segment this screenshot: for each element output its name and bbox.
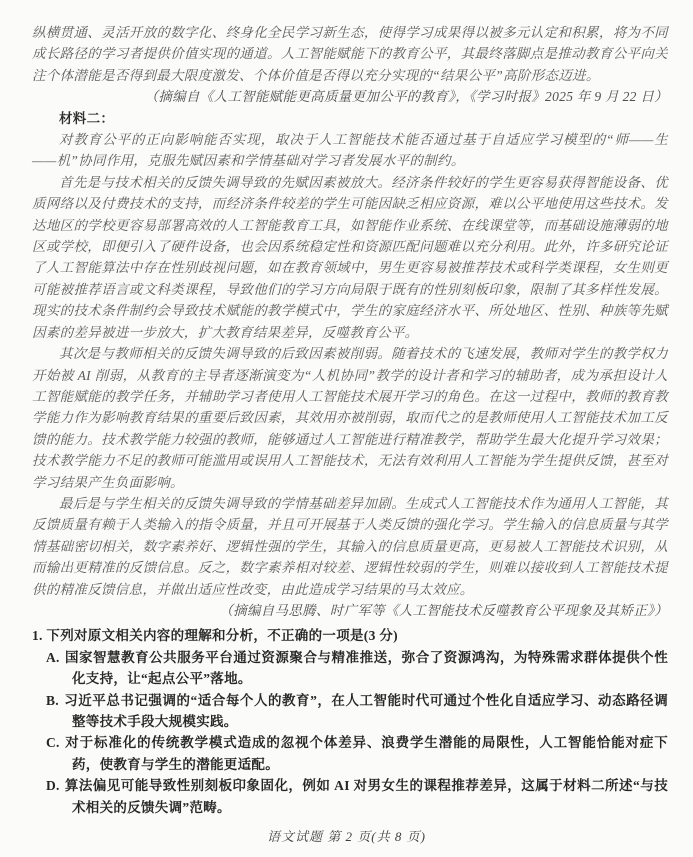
option-label: B. [46, 692, 59, 708]
option-text: 对于标准化的传统教学模式造成的忽视个体差异、浪费学生潜能的局限性，人工智能恰能对症下药，使教育与学生的潜能更适配。 [64, 735, 668, 772]
material-one-citation: （摘编自《人工智能赋能更高质量更加公平的教育》，《学习时报》2025 年 9 月 22 日） [144, 89, 668, 105]
option-text: 习近平总书记强调的“适合每个人的教育”，在人工智能时代可通过个性化自适应学习、动态路径调整等技术手段大规模实践。 [63, 692, 668, 729]
option-label: D. [46, 778, 60, 794]
option-text: 算法偏见可能导致性别刻板印象固化，例如 AI 对男女生的课程推荐差异，这属于材料二所述“与技术相关的反馈失调”范畴。 [64, 778, 668, 815]
question-1 [32, 625, 668, 818]
question-option-a [46, 647, 668, 690]
material-two-paragraph: 对教育公平的正向影响能否实现，取决于人工智能技术能否通过基于自适应学习模型的“师——生——机”协同作用，克服先赋因素和学情基础对学习者发展水平的制约。 [32, 132, 668, 169]
option-label: A. [46, 649, 60, 665]
material-two-paragraph: 其次是与教师相关的反馈失调导致的后致因素被削弱。随着技术的飞速发展，教师对学生的教学权力开始被 AI 削弱，从教育的主导者逐渐演变为“人机协同”教学的设计者和学习的辅助者，成为承担设计人工智能赋能的教学任务，并辅助学习者使用人工智能技术展开学习的角色。在这一过程中，教师的教育教学能力作为影响教育结果的重要后致因素，其效用亦被削弱，取而代之的是教师使用人工智能技术加工反馈的能力。技术教学能力较强的教师，能够通过人工智能进行精准教学，帮助学生最大化提升学习效果；技术教学能力不足的教师可能滥用或误用人工智能技术，无法有效利用人工智能为学生提供反馈，甚至对学习结果产生负面影响。 [32, 346, 668, 490]
question-option-b [46, 690, 668, 733]
material-two-citation: （摘编自马思腾、时广军等《人工智能技术反噬教育公平现象及其矫正》） [219, 602, 668, 618]
question-option-d [46, 775, 668, 818]
page-text-column [32, 22, 668, 818]
option-label: C. [46, 735, 60, 751]
material-one-continuation: 纵横贯通、灵活开放的数字化、终身化全民学习新生态，使得学习成果得以被多元认定和积累，将为不同成长路径的学习者提供价值实现的通道。人工智能赋能下的教育公平，其最终落脚点是推动教育公平向关注个体潜能是否得到最大限度激发、个体价值是否得以充分实现的“结果公平”高阶形态迈进。 [32, 25, 668, 83]
option-text: 国家智慧教育公共服务平台通过资源聚合与精准推送，弥合了资源鸿沟，为特殊需求群体提供个性化支持，让“起点公平”落地。 [64, 649, 668, 687]
material-two-paragraph: 最后是与学生相关的反馈失调导致的学情基础差异加剧。生成式人工智能技术作为通用人工智能，其反馈质量有赖于人类输入的指令质量，并且可开展基于人类反馈的强化学习。学生输入的信息质量与其学情基础密切相关，数字素养好、逻辑性强的学生，其输入的信息质量更高，更易被人工智能技术识别，从而输出更精准的反馈信息。反之，数字素养相对较差、逻辑性较弱的学生，则难以接收到人工智能技术提供的精准反馈信息，并做出适应性改变，由此造成学习结果的马太效应。 [32, 495, 668, 597]
material-two-heading: 材料二： [59, 110, 115, 126]
page-footer: 语文试题 第 2 页(共 8 页) [267, 829, 426, 844]
question-stem: 1. 下列对原文相关内容的理解和分析，不正确的一项是(3 分) [32, 628, 398, 644]
question-option-c [46, 732, 668, 775]
material-two-paragraph: 首先是与技术相关的反馈失调导致的先赋因素被放大。经济条件较好的学生更容易获得智能设备、优质网络以及付费技术的支持，而经济条件较差的学生可能因缺乏相应资源，难以公平地使用这些技术。发达地区的学校更容易部署高效的人工智能教育工具，如智能作业系统、在线课堂等，而基础设施薄弱的地区或学校，即便引入了硬件设备，也会因系统稳定性和资源匹配问题难以充分利用。此外，许多研究论证了人工智能算法中存在性别歧视问题，如在教育领域中，男生更容易被推荐技术或科学类课程，女生则更可能被推荐语言或文科类课程，导致他们的学习方向局限于既有的性别刻板印象，限制了其多样性发展。现实的技术条件制约会导致技术赋能的教学模式中，学生的家庭经济水平、所处地区、性别、种族等先赋因素的差异被进一步放大，扩大教育结果差异，反噬教育公平。 [32, 174, 668, 340]
